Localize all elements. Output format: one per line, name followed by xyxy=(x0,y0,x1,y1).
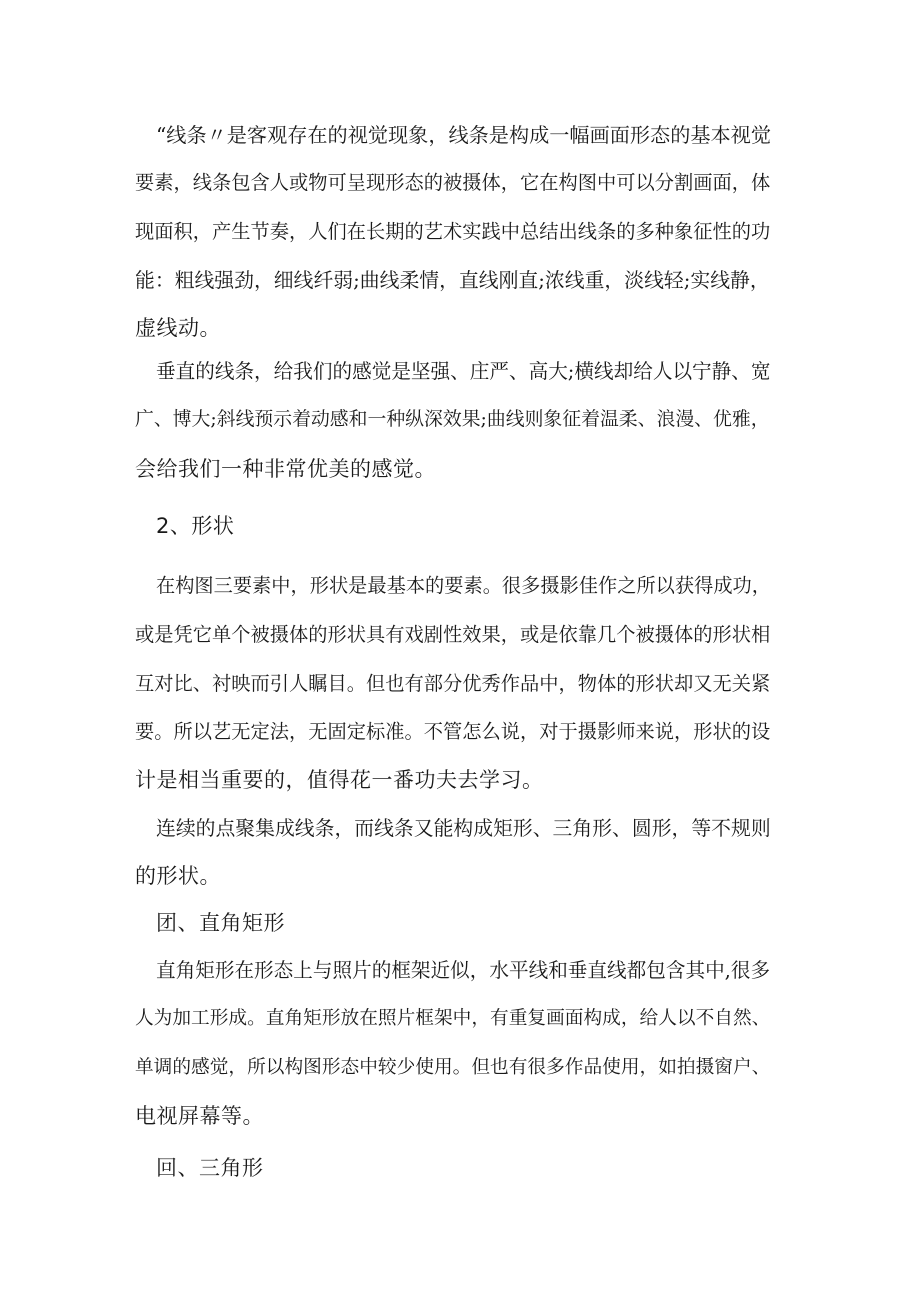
text-line: 垂直的线条，给我们的感觉是坚强、庄严、高大;横线却给人以宁静、宽 xyxy=(156,360,771,383)
text-line: 或是凭它单个被摄体的形状具有戏剧性效果，或是依靠几个被摄体的形状相 xyxy=(135,623,771,646)
text-line: 的形状。 xyxy=(135,864,221,888)
text-line: 计是相当重要的，值得花一番功夫去学习。 xyxy=(135,768,544,792)
text-line: 要素，线条包含人或物可呈现形态的被摄体，它在构图中可以分割画面，体 xyxy=(135,171,771,194)
text-line: 单调的感觉，所以构图形态中较少使用。但也有很多作品使用，如拍摄窗户、 xyxy=(135,1057,771,1078)
text-line: 人为加工形成。直角矩形放在照片框架中，有重复画面构成，给人以不自然、 xyxy=(135,1008,771,1029)
section-heading-triangle: 回、三角形 xyxy=(156,1156,264,1180)
text-line: 连续的点聚集成线条，而线条又能构成矩形、三角形、圆形，等不规则 xyxy=(156,817,771,840)
text-line: 电视屏幕等。 xyxy=(135,1104,264,1128)
text-line: 虚线动。 xyxy=(135,316,221,340)
section-heading-shape: 2、形状 xyxy=(156,514,235,538)
section-heading-rectangle: 团、直角矩形 xyxy=(156,911,285,935)
text-line: 会给我们一种非常优美的感觉。 xyxy=(135,457,436,481)
text-line: 在构图三要素中，形状是最基本的要素。很多摄影佳作之所以获得成功， xyxy=(156,574,771,597)
text-line: 要。所以艺无定法，无固定标准。不管怎么说，对于摄影师来说，形状的设 xyxy=(135,720,771,743)
text-line: 互对比、衬映而引人瞩目。但也有部分优秀作品中，物体的形状却又无关紧 xyxy=(135,672,771,695)
text-line: 现面积，产生节奏，人们在长期的艺术实践中总结出线条的多种象征性的功 xyxy=(135,220,771,243)
text-line: 能：粗线强劲，细线纤弱;曲线柔情，直线刚直;浓线重，淡线轻;实线静， xyxy=(135,269,770,292)
text-line: 广、博大;斜线预示着动感和一种纵深效果;曲线则象征着温柔、浪漫、优雅， xyxy=(135,409,770,430)
text-line: 直角矩形在形态上与照片的框架近似，水平线和垂直线都包含其中,很多 xyxy=(156,959,771,982)
text-line: “线条〃是客观存在的视觉现象，线条是构成一幅画面形态的基本视觉 xyxy=(156,123,771,147)
